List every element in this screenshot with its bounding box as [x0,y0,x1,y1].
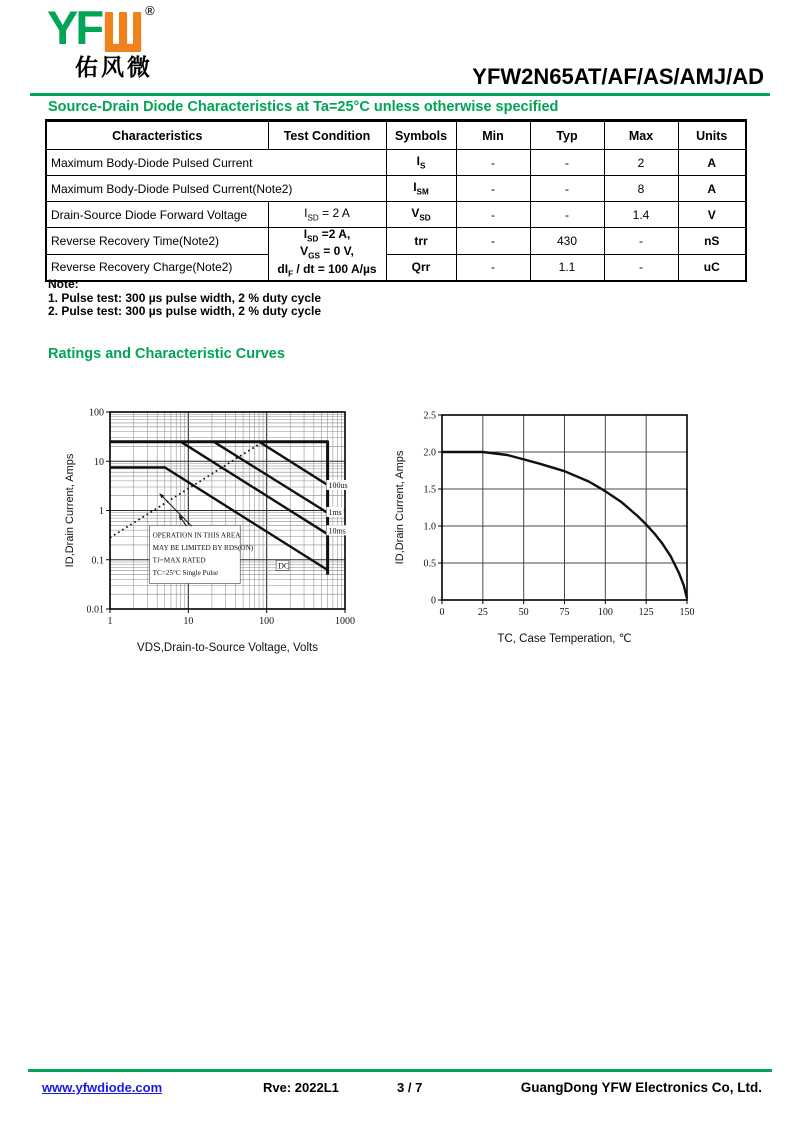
registered-mark: ® [145,3,155,18]
col-header-test-condition: Test Condition [268,121,386,150]
svg-text:1: 1 [99,506,104,517]
svg-text:1000: 1000 [335,616,355,627]
svg-text:150: 150 [679,607,695,618]
col-header-symbols: Symbols [386,121,456,150]
col-header-max: Max [604,121,678,150]
svg-text:1.0: 1.0 [423,521,436,533]
svg-text:0.1: 0.1 [91,555,104,567]
brand-logo [47,1,155,80]
svg-text:TJ=MAX RATED: TJ=MAX RATED [152,556,206,565]
svg-text:0: 0 [431,595,436,607]
svg-text:2.5: 2.5 [423,410,436,422]
svg-text:10: 10 [94,456,104,468]
notes-block [48,278,321,319]
company-name: GuangDong YFW Electronics Co, Ltd. [520,1080,762,1095]
svg-text:125: 125 [638,607,654,618]
svg-text:25: 25 [477,607,488,618]
units-cell: uC [678,254,746,281]
svg-text:ID,Drain Current, Amps: ID,Drain Current, Amps [394,450,406,565]
col-header-typ: Typ [530,121,604,150]
header-rule [30,93,770,96]
svg-text:75: 75 [559,607,570,618]
svg-text:TC, Case Temperation, ℃: TC, Case Temperation, ℃ [497,633,632,645]
soa-chart [62,402,362,662]
svg-text:TC=25°C Single Pulse: TC=25°C Single Pulse [152,568,219,577]
svg-text:100: 100 [89,407,104,419]
characteristic-cell: Drain-Source Diode Forward Voltage [46,202,268,228]
svg-text:OPERATION IN THIS AREA: OPERATION IN THIS AREA [152,531,241,540]
svg-text:100: 100 [259,616,275,627]
test-condition-cell: $I_{SD} = 2$ A [268,202,386,228]
logo-chinese-text: 佑风微 [75,54,153,80]
svg-text:2.0: 2.0 [423,447,436,459]
svg-text:10: 10 [183,616,194,627]
revision-label: Rve: 2022L1 [263,1080,339,1095]
symbol-cell: $I_S$ [386,150,456,176]
max-cell: 1.4 [604,202,678,228]
svg-text:1: 1 [107,616,113,627]
svg-text:0: 0 [439,607,445,618]
svg-text:ID,Drain Current, Amps: ID,Drain Current, Amps [64,453,76,568]
characteristics-table [45,119,747,282]
note-item: 2. Pulse test: 300 µs pulse width, 2 % duty cycle [48,304,322,318]
symbol-cell: $I_{SM}$ [386,176,456,202]
notes-label: Note: [48,277,79,291]
units-cell: A [678,176,746,202]
symbol-cell: $V_{SD}$ [386,202,456,228]
max-cell: - [604,254,678,281]
table-row [46,150,746,176]
max-cell: - [604,228,678,255]
characteristic-cell: Maximum Body-Diode Pulsed Current [46,150,386,176]
characteristic-cell: Maximum Body-Diode Pulsed Current(Note2) [46,176,386,202]
typ-cell: - [530,202,604,228]
logo-w-icon [103,12,143,52]
logo-yf-text: YF [47,1,102,54]
typ-cell: 1.1 [530,254,604,281]
characteristic-cell: Reverse Recovery Charge(Note2) [46,254,268,281]
page-number: 3 / 7 [397,1080,423,1095]
curves-section-title: Ratings and Characteristic Curves [48,346,285,362]
note-item: 1. Pulse test: 300 µs pulse width, 2 % duty cycle [48,290,322,305]
table-header-row [46,121,746,150]
symbol-cell: Qrr [386,254,456,281]
table-row [46,176,746,202]
min-cell: - [456,254,530,281]
svg-text:VDS,Drain-to-Source Voltage, V: VDS,Drain-to-Source Voltage, Volts [137,642,318,654]
typ-cell: 430 [530,228,604,255]
footer-rule [28,1069,772,1072]
min-cell: - [456,150,530,176]
svg-text:10ms: 10ms [328,526,346,536]
table-row [46,228,746,255]
max-cell: 8 [604,176,678,202]
svg-text:100us: 100us [328,481,348,491]
svg-text:100: 100 [597,607,613,618]
typ-cell: - [530,176,604,202]
col-header-min: Min [456,121,530,150]
svg-text:1ms: 1ms [328,507,342,517]
shared-test-condition-cell: $I_{SD} =2$ A, $V_{GS} = 0$ V, $dI_F$ / dt = 100 A/µs [268,228,386,282]
min-cell: - [456,176,530,202]
svg-text:50: 50 [518,607,529,618]
min-cell: - [456,228,530,255]
symbol-cell: trr [386,228,456,255]
table-row [46,202,746,228]
max-cell: 2 [604,150,678,176]
characteristic-cell: Reverse Recovery Time(Note2) [46,228,268,255]
derating-chart [392,398,712,653]
part-number-title: YFW2N65AT/AF/AS/AMJ/AD [472,64,764,89]
units-cell: V [678,202,746,228]
diode-section-title: Source-Drain Diode Characteristics at Ta=25°C unless otherwise specified [48,99,559,115]
svg-text:MAY BE LIMITED BY RDS(ON): MAY BE LIMITED BY RDS(ON) [152,543,254,552]
typ-cell: - [530,150,604,176]
website-link[interactable]: www.yfwdiode.com [42,1080,163,1095]
svg-text:DC: DC [278,561,290,571]
svg-text:0.01: 0.01 [86,604,104,616]
min-cell: - [456,202,530,228]
svg-text:1.5: 1.5 [423,484,436,496]
col-header-characteristics: Characteristics [46,121,268,150]
units-cell: A [678,150,746,176]
svg-text:0.5: 0.5 [423,558,436,570]
units-cell: nS [678,228,746,255]
col-header-units: Units [678,121,746,150]
